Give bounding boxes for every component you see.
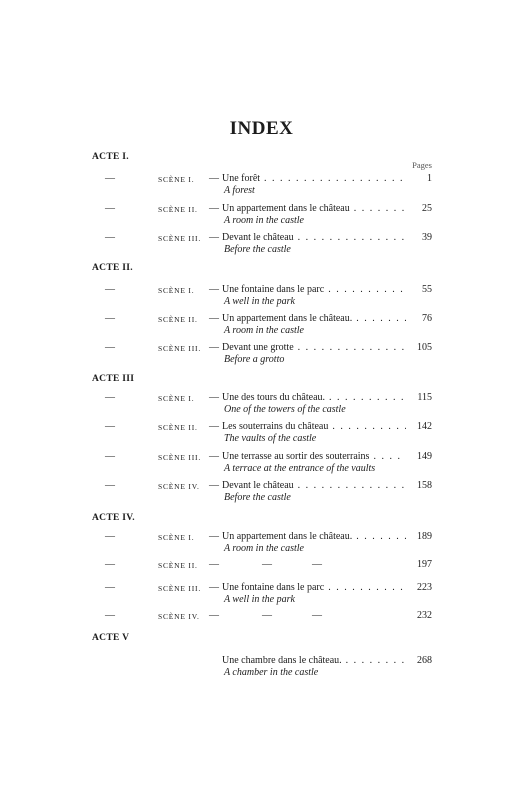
page-number: 149 <box>417 451 432 462</box>
pages-column-label: Pages <box>412 160 432 170</box>
scene-title-en: Before the castle <box>224 244 291 255</box>
act-heading: ACTE II. <box>92 263 133 273</box>
page-number: 1 <box>427 173 432 184</box>
scene-dash: — <box>209 342 219 353</box>
entry-dash: — <box>105 392 115 403</box>
scene-title-fr: Un appartement dans le château. . . . <box>222 531 406 543</box>
scene-number: SCÈNE III. <box>158 584 201 593</box>
page-number: 268 <box>417 655 432 666</box>
entry-dash: — <box>105 173 115 184</box>
ditto-mark: — <box>312 610 322 621</box>
entry-dash: — <box>105 342 115 353</box>
index-entry <box>0 232 523 264</box>
scene-title-en: The vaults of the castle <box>224 433 317 444</box>
scene-title-fr: Une terrasse au sortir des souterrains . . . <box>222 451 406 463</box>
scene-dash: — <box>209 203 219 214</box>
index-entry <box>0 313 523 345</box>
ditto-mark: — <box>262 559 272 570</box>
scene-title-fr: Une des tours du château. . . . <box>222 392 406 404</box>
page-number: 25 <box>422 203 432 214</box>
scene-title-en: A room in the castle <box>224 543 304 554</box>
page-number: 55 <box>422 284 432 295</box>
index-entry <box>0 342 523 374</box>
ditto-mark: — <box>312 559 322 570</box>
ditto-mark: — <box>262 610 272 621</box>
scene-title-en: A room in the castle <box>224 325 304 336</box>
scene-title-fr: Un appartement dans le château. . . . <box>222 313 406 325</box>
scene-dash: — <box>209 610 219 621</box>
entry-dash: — <box>105 421 115 432</box>
page-number: 158 <box>417 480 432 491</box>
page-number: 197 <box>417 559 432 570</box>
index-entry <box>0 610 523 642</box>
scene-dash: — <box>209 559 219 570</box>
scene-dash: — <box>209 173 219 184</box>
scene-title-en: One of the towers of the castle <box>224 404 346 415</box>
scene-dash: — <box>209 582 219 593</box>
page-number: 189 <box>417 531 432 542</box>
scene-title-en: A room in the castle <box>224 215 304 226</box>
scene-number: SCÈNE IV. <box>158 612 200 621</box>
scene-number: SCÈNE IV. <box>158 482 200 491</box>
page-number: 142 <box>417 421 432 432</box>
scene-number: SCÈNE II. <box>158 205 198 214</box>
scene-number: SCÈNE I. <box>158 394 195 403</box>
scene-title-fr: Une fontaine dans le parc . . . <box>222 582 406 594</box>
scene-title-en: A well in the park <box>224 594 295 605</box>
entry-dash: — <box>105 451 115 462</box>
scene-dash: — <box>209 313 219 324</box>
scene-number: SCÈNE III. <box>158 453 201 462</box>
scene-title-en: A forest <box>224 185 255 196</box>
index-entry <box>0 392 523 424</box>
page-number: 76 <box>422 313 432 324</box>
entry-dash: — <box>105 203 115 214</box>
scene-number: SCÈNE II. <box>158 561 198 570</box>
entry-dash: — <box>105 480 115 491</box>
page-number: 223 <box>417 582 432 593</box>
index-entry <box>0 451 523 483</box>
scene-number: SCÈNE II. <box>158 423 198 432</box>
page-title: INDEX <box>229 118 294 139</box>
scene-dash: — <box>209 232 219 243</box>
scene-number: SCÈNE III. <box>158 234 201 243</box>
scene-title-fr: Les souterrains du château . . . <box>222 421 406 433</box>
scene-dash: — <box>209 531 219 542</box>
page-number: 115 <box>417 392 432 403</box>
entry-dash: — <box>105 531 115 542</box>
entry-dash: — <box>105 313 115 324</box>
index-entry <box>0 173 523 205</box>
scene-title-fr: Devant une grotte . . . <box>222 342 406 354</box>
scene-number: SCÈNE III. <box>158 344 201 353</box>
scene-dash: — <box>209 480 219 491</box>
scene-number: SCÈNE I. <box>158 175 195 184</box>
act-heading: ACTE I. <box>92 152 129 162</box>
index-entry <box>0 480 523 512</box>
scene-title-fr: Une forêt . . . <box>222 173 406 185</box>
entry-dash: — <box>105 284 115 295</box>
entry-dash: — <box>105 232 115 243</box>
scene-title-fr: Une fontaine dans le parc . . . <box>222 284 406 296</box>
scene-number: SCÈNE I. <box>158 533 195 542</box>
scene-title-fr: Une chambre dans le château. . . . <box>222 655 406 667</box>
index-entry <box>0 203 523 235</box>
act-heading: ACTE IV. <box>92 513 135 523</box>
scene-title-en: Before the castle <box>224 492 291 503</box>
scene-dash: — <box>209 421 219 432</box>
scene-number: SCÈNE I. <box>158 286 195 295</box>
scene-title-en: A terrace at the entrance of the vaults <box>224 463 376 474</box>
scene-title-en: A chamber in the castle <box>224 667 319 678</box>
scene-title-fr: Devant le château . . . <box>222 232 406 244</box>
page-number: 105 <box>417 342 432 353</box>
entry-dash: — <box>105 610 115 621</box>
index-entry <box>0 284 523 316</box>
scene-title-fr: Un appartement dans le château . . . <box>222 203 406 215</box>
index-entry <box>0 421 523 453</box>
act-heading: ACTE V <box>92 633 130 643</box>
scene-title-en: Before a grotto <box>224 354 285 365</box>
scene-title-en: A well in the park <box>224 296 295 307</box>
act-heading: ACTE III <box>92 374 135 384</box>
scene-number: SCÈNE II. <box>158 315 198 324</box>
scene-dash: — <box>209 392 219 403</box>
index-entry <box>0 655 523 687</box>
scene-title-fr: Devant le château . . . <box>222 480 406 492</box>
page-number: 232 <box>417 610 432 621</box>
entry-dash: — <box>105 559 115 570</box>
scene-dash: — <box>209 284 219 295</box>
entry-dash: — <box>105 582 115 593</box>
scene-dash: — <box>209 451 219 462</box>
page-number: 39 <box>422 232 432 243</box>
